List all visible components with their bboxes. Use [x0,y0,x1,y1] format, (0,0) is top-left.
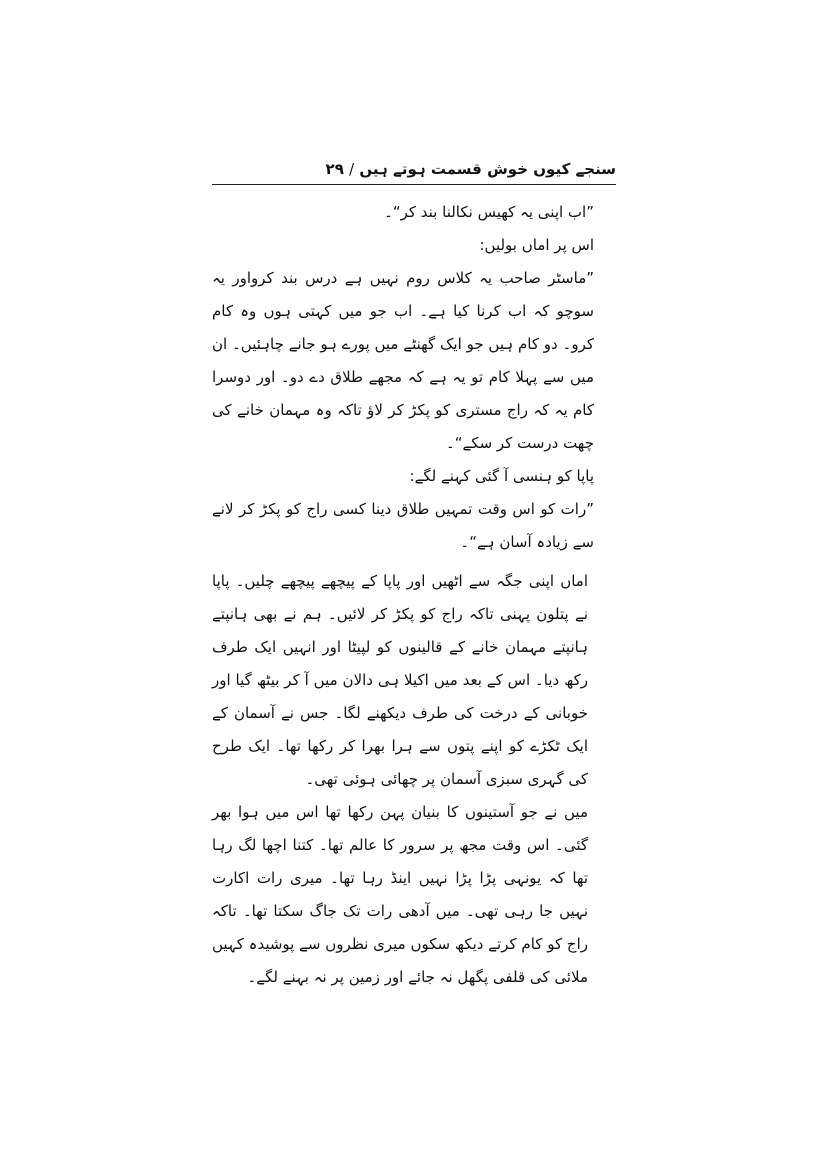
book-title: سنجے کیوں خوش قسمت ہوتے ہیں [359,160,616,178]
body-text [212,196,616,994]
header-separator: / [349,160,355,178]
page-number: ۲۹ [325,160,344,178]
paragraph-narration-1: اماں اپنی جگہ سے اٹھیں اور پاپا کے پیچھے پیچھے چلیں۔ پاپا نے پتلون پہنی تاکہ راج کو پکڑ کر لائیں۔ ہم نے بھی ہانپتے ہانپتے مہمان خانے کے قالینوں کو لپیٹا اور انہیں ایک طرف رکھ دیا۔ اس کے بعد میں اکیلا ہی دالان میں آ کر بیٹھ گیا اور خوبانی کے درخت کی طرف دیکھنے لگا۔ جس نے آسمان کے ایک ٹکڑے کو اپنے پتوں سے ہرا بھرا کر رکھا تھا۔ ایک طرح کی گہری سبزی آسمان پر چھائی ہوئی تھی۔ [212,572,588,788]
paragraph-papa-reply: ”رات کو اس وقت تمہیں طلاق دینا کسی راج کو پکڑ کر لانے سے زیادہ آسان ہے“۔ [212,500,594,551]
paragraph-quote-1: ”اب اپنی یہ کھیس نکالنا بند کر“۔ [384,203,594,221]
paragraph-amma-speaks: اس پر اماں بولیں: [479,236,594,254]
paragraph-papa-laughs: پاپا کو ہنسی آ گئی کہنے لگے: [409,467,594,485]
header-line [326,158,616,180]
paragraph-narration-2: میں نے جو آستینوں کا بنیان پہن رکھا تھا اس میں ہوا بھر گئی۔ اس وقت مجھ پر سرور کا عالم تھا۔ کتنا اچھا لگ رہا تھا کہ یونہی پڑا پڑا نہیں اینڈ رہا تھا۔ میری رات اکارت نہیں جا رہی تھی۔ میں آدھی رات تک جاگ سکتا تھا۔ تاکہ راج کو کام کرتے دیکھ سکوں میری نظروں سے پوشیدہ کہیں ملائی کی قلفی پگھل نہ جائے اور زمین پر نہ بہنے لگے۔ [212,803,588,986]
running-header [212,158,616,185]
paragraph-amma-speech: ”ماسٹر صاحب یہ کلاس روم نہیں ہے درس بند کرواور یہ سوچو کہ اب کرنا کیا ہے۔ اب جو میں کہتی ہوں وہ کام کرو۔ دو کام ہیں جو ایک گھنٹے میں پورے ہو جانے چاہئیں۔ ان میں سے پہلا کام تو یہ ہے کہ مجھے طلاق دے دو۔ اور دوسرا کام یہ کہ راج مستری کو پکڑ کر لاؤ تاکہ وہ مہمان خانے کی چھت درست کر سکے“۔ [212,269,594,452]
